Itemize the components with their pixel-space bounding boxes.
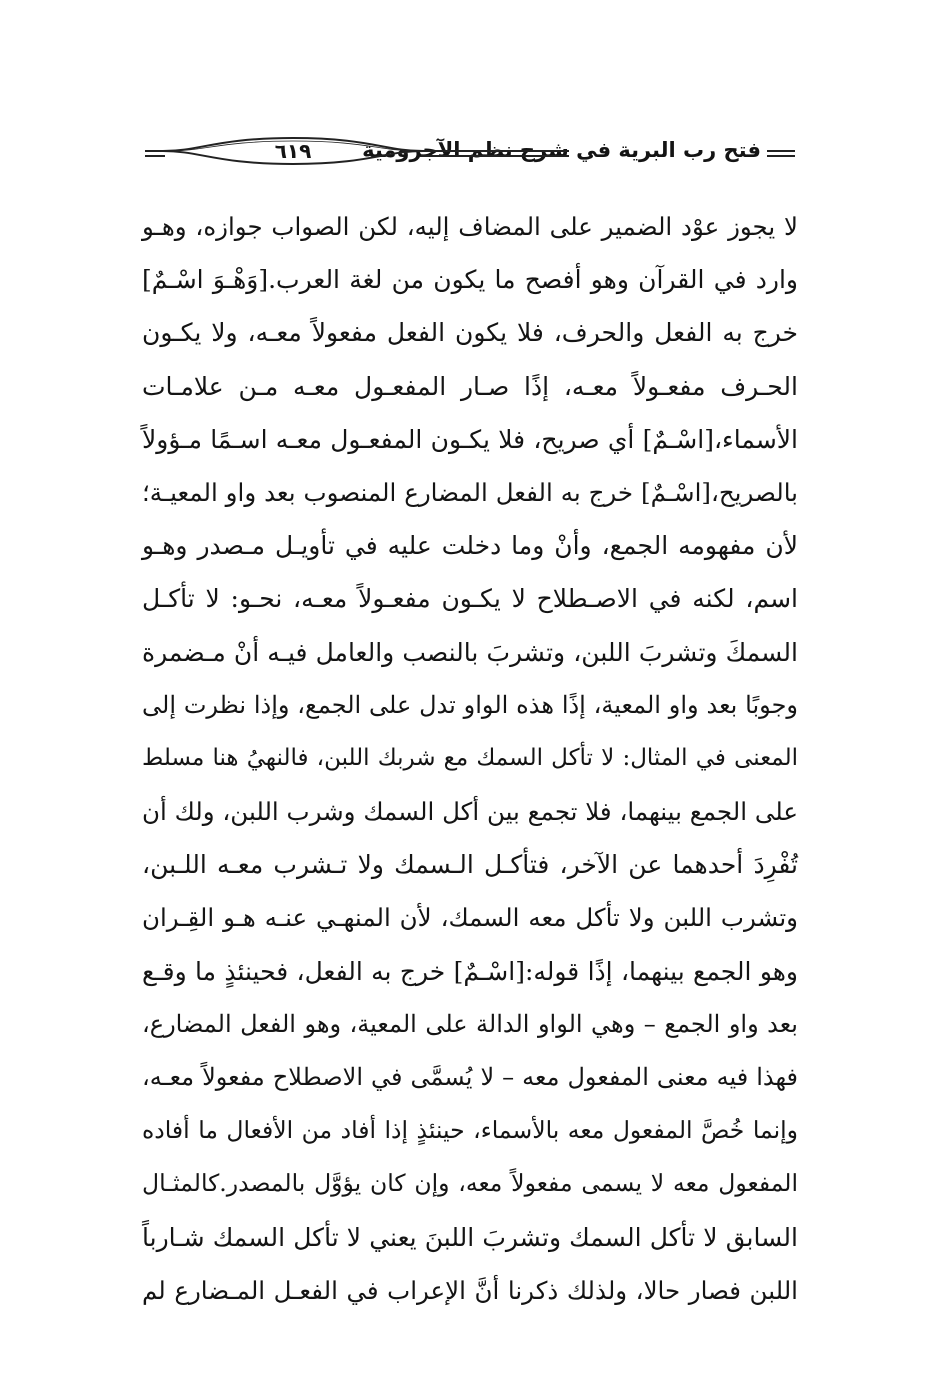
text-line: وجوبًا بعد واو المعية، إذًا هذه الواو تدل على الجمع، وإذا نظرت إلى	[142, 690, 798, 719]
text-line: بالصريح،[اسْـمٌ] خرج به الفعل المضارع المنصوب بعد واو المعيـة؛	[142, 477, 798, 507]
text-line: بعد واو الجمع – وهي الواو الدالة على المعية، وهو الفعل المضارع،	[142, 1009, 798, 1038]
text-line: الحـرف مفعـولاً معـه، إذًا صـار المفعـول معـه مـن علامـات	[142, 371, 798, 401]
header-title: فتح رب البرية في شرح نظم الآجرومية	[362, 138, 761, 162]
text-line: لأن مفهومه الجمع، وأنْ وما دخلت عليه في تأويـل مـصدر وهـو	[142, 531, 798, 561]
body-text	[142, 200, 798, 1317]
header-rule-right	[767, 150, 795, 157]
text-line: فهذا فيه معنى المفعول معه – لا يُسمَّى في الاصطلاح مفعولاً معـه،	[142, 1063, 798, 1091]
text-line: خرج به الفعل والحرف، فلا يكون الفعل مفعولاً معـه، ولا يكـون	[142, 318, 798, 348]
text-line: الأسماء،[اسْـمٌ] أي صريح، فلا يكـون المفعـول معـه اسـمًا مـؤولاً	[142, 424, 798, 454]
text-line: وهو الجمع بينهما، إذًا قوله:[اسْـمٌ] خرج به الفعل، فحينئذٍ ما وقـع	[142, 956, 798, 986]
page-number: ٦١٩	[274, 139, 312, 163]
text-line: السمكَ وتشربَ اللبن، وتشربَ بالنصب والعامل فيـه أنْ مـضمرة	[142, 637, 798, 667]
running-header	[145, 132, 795, 176]
text-line: المعنى في المثال: لا تأكل السمك مع شربك اللبن، فالنهيُ هنا مسلط	[142, 744, 798, 771]
header-rule-left	[145, 150, 165, 157]
text-line: اللبن فصار حالا، ولذلك ذكرنا أنَّ الإعراب في الفعـل المـضارع لم	[142, 1275, 798, 1305]
text-line: وإنما خُصَّ المفعول معه بالأسماء، حينئذٍ إذا أفاد من الأفعال ما أفاده	[142, 1116, 798, 1145]
text-line: وتشرب اللبن ولا تأكل معه السمك، لأن المنهـي عنـه هـو القِـران	[142, 903, 798, 933]
text-line: تُفْرِدَ أحدهما عن الآخر، فتأكـل الـسمك ولا تـشرب معـه اللـبن،	[142, 850, 798, 880]
text-line: لا يجوز عوْد الضمير على المضاف إليه، لكن الصواب جوازه، وهـو	[142, 212, 798, 241]
text-line: وارد في القرآن وهو أفصح ما يكون من لغة العرب.[وَهْـوَ اسْـمٌ]	[142, 265, 798, 295]
header-rule-middle	[421, 150, 569, 157]
text-line: اسم، لكنه في الاصـطلاح لا يكـون مفعـولاً معـه، نحـو: لا تأكـل	[142, 584, 798, 614]
text-line: على الجمع بينهما، فلا تجمع بين أكل السمك وشرب اللبن، ولك أن	[142, 797, 798, 827]
text-line: السابق لا تأكل السمك وتشربَ اللبنَ يعني لا تأكل السمك شـارباً	[142, 1222, 798, 1252]
text-line: المفعول معه لا يسمى مفعولاً معه، وإن كان يؤوَّل بالمصدر.كالمثـال	[142, 1169, 798, 1198]
page-number-frame	[161, 136, 425, 166]
